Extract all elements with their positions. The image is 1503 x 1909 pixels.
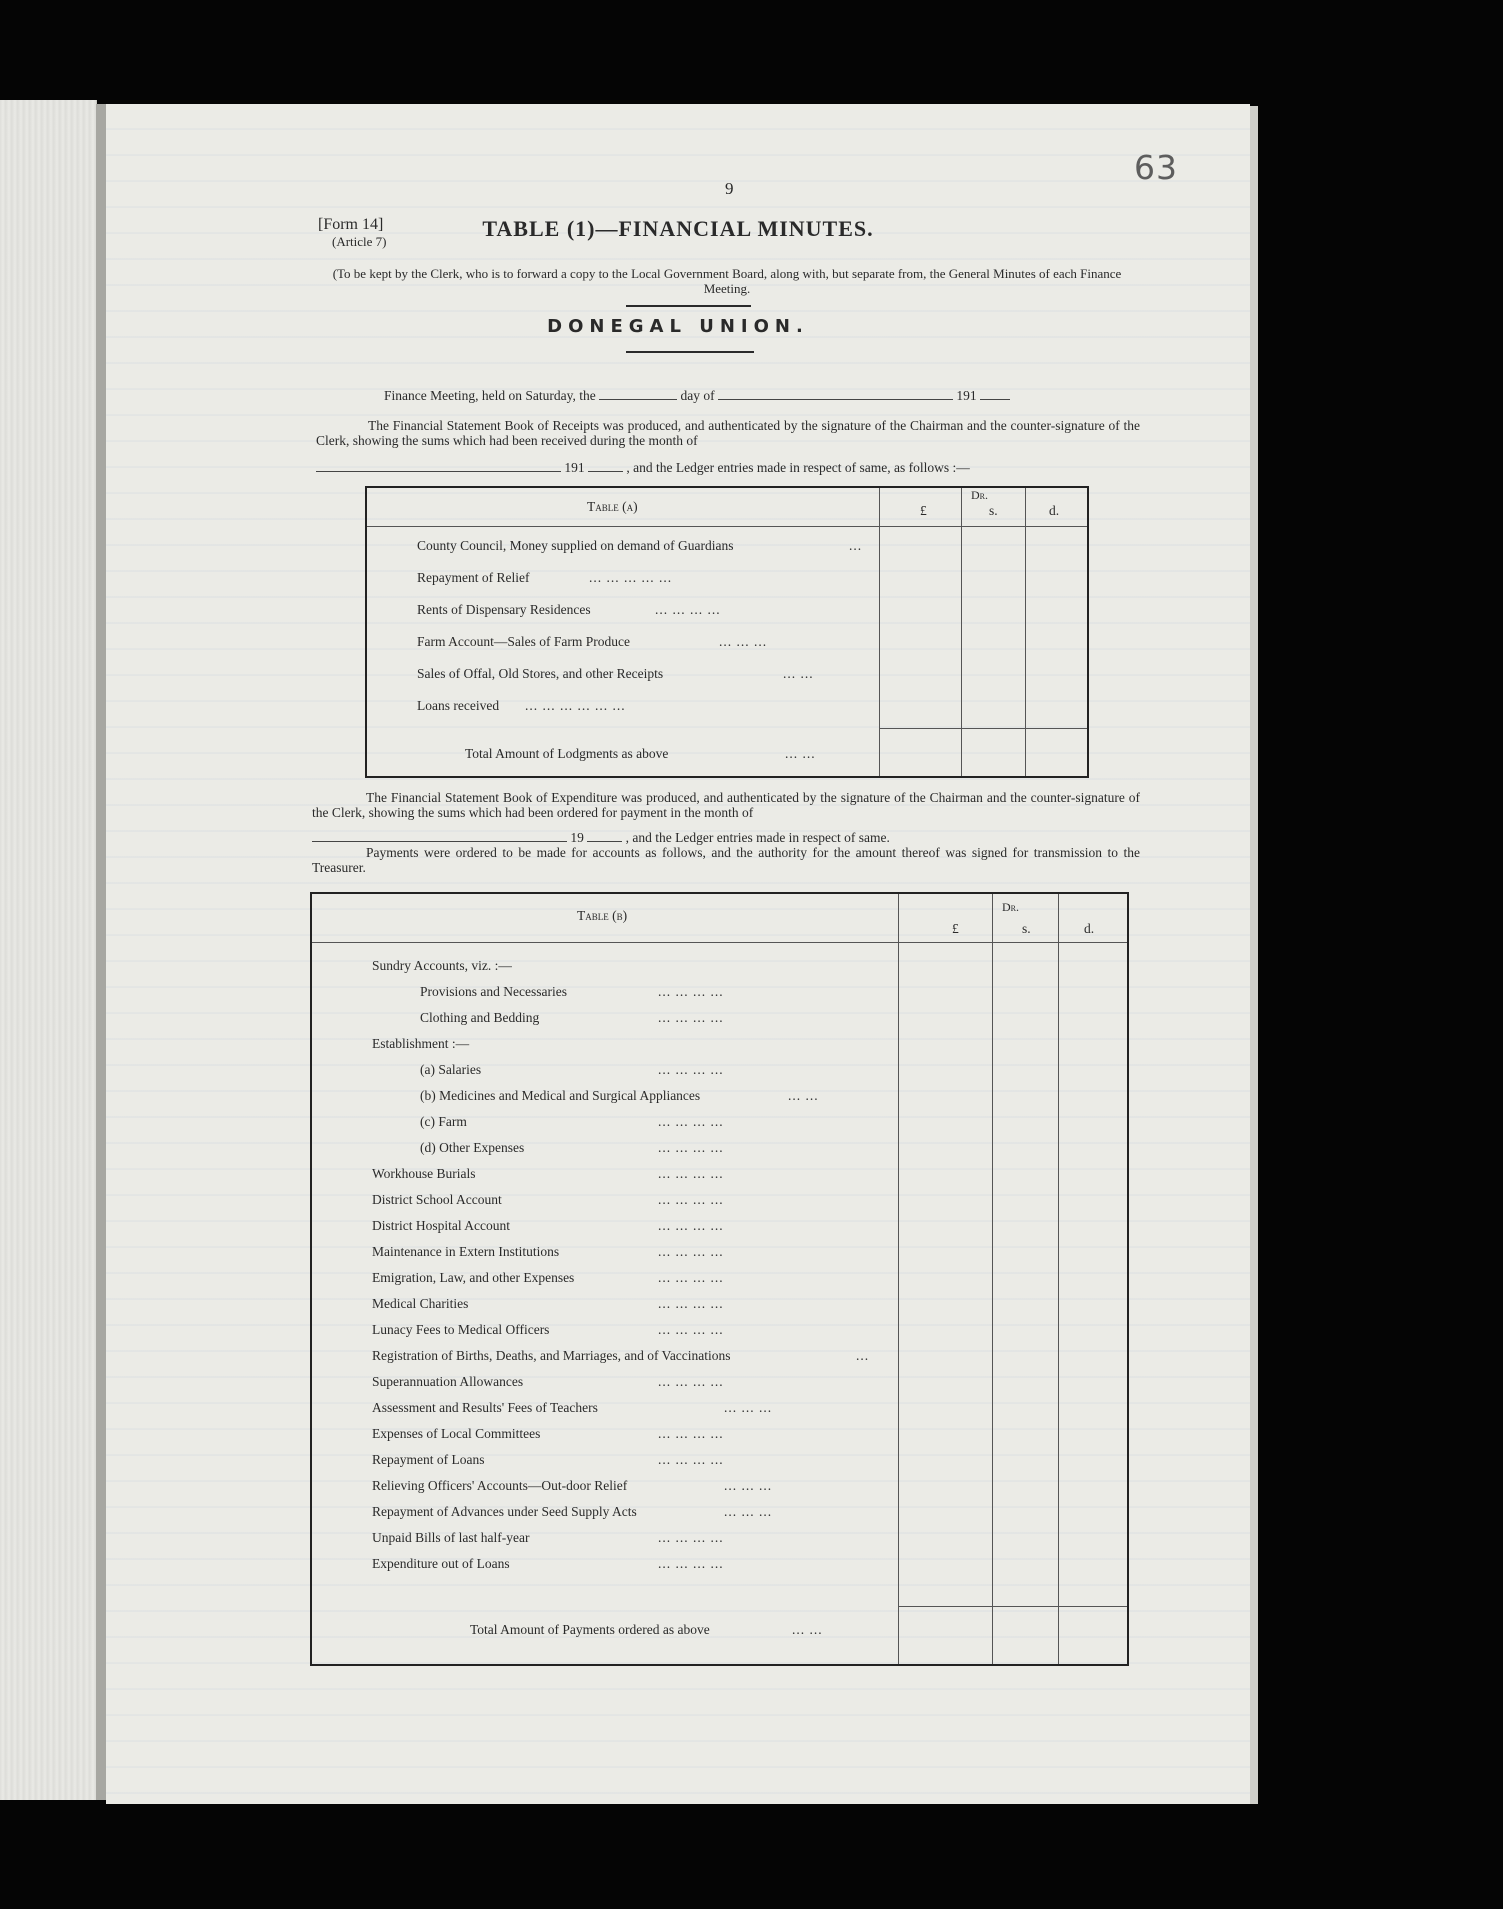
- table-row-label: Maintenance in Extern Institutions: [372, 1244, 560, 1259]
- pence-header: d.: [1084, 921, 1095, 936]
- leader-dots: ... ...: [792, 1622, 823, 1637]
- leader-dots: ... ... ... ...: [658, 1140, 724, 1155]
- table-row-label: Superannuation Allowances: [372, 1374, 524, 1389]
- left-page-edge: [0, 100, 97, 1800]
- year-text: 19: [570, 830, 584, 845]
- total-rule: [879, 728, 1087, 729]
- leader-dots: ... ... ... ...: [658, 1426, 724, 1441]
- leader-dots: ...: [849, 538, 863, 553]
- column-divider: [1025, 488, 1026, 776]
- table-b-header-rule: [312, 942, 1127, 943]
- table-row-label: Provisions and Necessaries: [420, 984, 567, 999]
- divider: [626, 351, 754, 353]
- table-row-label: Relieving Officers' Accounts—Out-door Relief: [372, 1478, 628, 1493]
- table-row-label: Emigration, Law, and other Expenses: [372, 1270, 575, 1285]
- leader-dots: ... ... ... ...: [658, 1062, 724, 1077]
- leader-dots: ... ... ... ...: [655, 602, 721, 617]
- table-row-label: (a) Salaries: [420, 1062, 482, 1077]
- table-a: [365, 486, 1089, 778]
- leader-dots: ... ... ... ...: [658, 1322, 724, 1337]
- table-a-heading: Table (a): [587, 499, 638, 514]
- leader-dots: ...: [856, 1348, 870, 1363]
- table-row-label: Expenses of Local Committees: [372, 1426, 541, 1441]
- article-label: (Article 7): [332, 234, 387, 249]
- leader-dots: ... ... ... ...: [658, 1244, 724, 1259]
- form-number: [Form 14]: [318, 216, 384, 233]
- total-rule: [898, 1606, 1127, 1607]
- table-row-label: (b) Medicines and Medical and Surgical Appliances: [420, 1088, 701, 1103]
- divider: [626, 305, 751, 307]
- meeting-line-text: Finance Meeting, held on Saturday, the: [384, 388, 596, 403]
- folio-number: 63: [1134, 148, 1178, 187]
- table-row-label: (d) Other Expenses: [420, 1140, 525, 1155]
- blank-field: [588, 460, 623, 472]
- meeting-line: [384, 388, 1184, 403]
- column-divider: [898, 894, 899, 1664]
- table-row-label: Farm Account—Sales of Farm Produce: [417, 634, 630, 649]
- book-gutter: [96, 104, 106, 1800]
- leader-dots: ... ... ... ...: [658, 1296, 724, 1311]
- year-text: 191: [564, 460, 585, 475]
- union-name: DONEGAL UNION.: [547, 316, 809, 337]
- leader-dots: ... ... ... ...: [658, 1270, 724, 1285]
- leader-dots: ... ... ... ...: [658, 984, 724, 999]
- page-edge: [1250, 106, 1258, 1804]
- ledger-text: , and the Ledger entries made in respect of same, as follows :—: [626, 460, 970, 475]
- leader-dots: ... ... ...: [724, 1400, 773, 1415]
- column-divider: [1058, 894, 1059, 1664]
- table-row-label: Expenditure out of Loans: [372, 1556, 510, 1571]
- blank-field: [316, 460, 561, 472]
- table-row-label: Repayment of Relief: [417, 570, 530, 585]
- leader-dots: ... ... ... ...: [658, 1192, 724, 1207]
- blank-field: [980, 388, 1010, 400]
- leader-dots: ... ... ...: [719, 634, 768, 649]
- table-row-label: Clothing and Bedding: [420, 1010, 540, 1025]
- table-row-label: Assessment and Results' Fees of Teachers: [372, 1400, 598, 1415]
- table-row-label: Repayment of Loans: [372, 1452, 485, 1467]
- leader-dots: ... ... ... ...: [658, 1218, 724, 1233]
- leader-dots: ... ... ... ...: [658, 1114, 724, 1129]
- table-row-label: District Hospital Account: [372, 1218, 510, 1233]
- receipts-paragraph: The Financial Statement Book of Receipts was produced, and authenticated by the signature of the Chairman and the counter-signature of the Clerk, showing the sums which had been received during the month of: [316, 418, 1140, 448]
- table-row-label: Registration of Births, Deaths, and Marriages, and of Vaccinations: [372, 1348, 731, 1363]
- table-row-label: Establishment :—: [372, 1036, 470, 1051]
- column-divider: [879, 488, 880, 776]
- leader-dots: ... ... ... ...: [658, 1374, 724, 1389]
- instructions: (To be kept by the Clerk, who is to forward a copy to the Local Government Board, along with, but separate from, the General Minutes of each Finance Meeting.: [332, 266, 1122, 296]
- leader-dots: ... ...: [788, 1088, 819, 1103]
- receipts-paragraph-end: [316, 460, 1140, 475]
- column-divider: [992, 894, 993, 1664]
- table-b-total-label: Total Amount of Payments ordered as above: [470, 1622, 710, 1637]
- blank-field: [312, 830, 567, 842]
- leader-dots: ... ... ...: [724, 1504, 773, 1519]
- table-row-label: Repayment of Advances under Seed Supply Acts: [372, 1504, 637, 1519]
- leader-dots: ... ... ... ...: [658, 1452, 724, 1467]
- shillings-header: s.: [989, 503, 998, 518]
- table-row-label: District School Account: [372, 1192, 502, 1207]
- page-number: 9: [725, 179, 734, 198]
- leader-dots: ... ... ... ...: [658, 1556, 724, 1571]
- leader-dots: ... ... ...: [724, 1478, 773, 1493]
- blank-field: [599, 388, 677, 400]
- meeting-line-text: day of: [680, 388, 715, 403]
- document-page: [106, 104, 1250, 1804]
- table-row-label: Medical Charities: [372, 1296, 469, 1311]
- dr-label: Dr.: [1002, 900, 1020, 914]
- blank-field: [587, 830, 622, 842]
- dr-label: Dr.: [971, 488, 989, 502]
- pence-header: d.: [1049, 503, 1060, 518]
- table-b: [310, 892, 1129, 1666]
- pounds-header: £: [920, 503, 927, 518]
- table-row-label: Lunacy Fees to Medical Officers: [372, 1322, 550, 1337]
- leader-dots: ... ...: [783, 666, 814, 681]
- table-row-label: Sales of Offal, Old Stores, and other Receipts: [417, 666, 664, 681]
- table-row-label: Sundry Accounts, viz. :—: [372, 958, 512, 973]
- table-b-heading: Table (b): [577, 908, 628, 923]
- table-a-header-rule: [367, 526, 1087, 527]
- payments-paragraph: Payments were ordered to be made for accounts as follows, and the authority for the amount thereof was signed for transmission to the Treasurer.: [312, 845, 1140, 875]
- table-row-label: Workhouse Burials: [372, 1166, 476, 1181]
- leader-dots: ... ... ... ... ... ...: [525, 698, 626, 713]
- table-row-label: County Council, Money supplied on demand of Guardians: [417, 538, 734, 553]
- blank-field: [718, 388, 953, 400]
- page-title: TABLE (1)—FINANCIAL MINUTES.: [482, 216, 874, 241]
- leader-dots: ... ...: [785, 746, 816, 761]
- pounds-header: £: [952, 921, 959, 936]
- leader-dots: ... ... ... ... ...: [589, 570, 673, 585]
- shillings-header: s.: [1022, 921, 1031, 936]
- expenditure-paragraph: The Financial Statement Book of Expenditure was produced, and authenticated by the signature of the Chairman and the counter-signature of the Clerk, showing the sums which had been ordered for payment in the month of: [312, 790, 1140, 820]
- table-a-total-label: Total Amount of Lodgments as above: [465, 746, 669, 761]
- table-row-label: Unpaid Bills of last half-year: [372, 1530, 530, 1545]
- expenditure-paragraph-end: [312, 830, 1140, 845]
- leader-dots: ... ... ... ...: [658, 1530, 724, 1545]
- leader-dots: ... ... ... ...: [658, 1010, 724, 1025]
- table-row-label: Loans received: [417, 698, 500, 713]
- column-divider: [961, 488, 962, 776]
- table-row-label: Rents of Dispensary Residences: [417, 602, 591, 617]
- table-row-label: (c) Farm: [420, 1114, 467, 1129]
- ledger-text: , and the Ledger entries made in respect of same.: [625, 830, 890, 845]
- leader-dots: ... ... ... ...: [658, 1166, 724, 1181]
- meeting-line-text: 191: [956, 388, 977, 403]
